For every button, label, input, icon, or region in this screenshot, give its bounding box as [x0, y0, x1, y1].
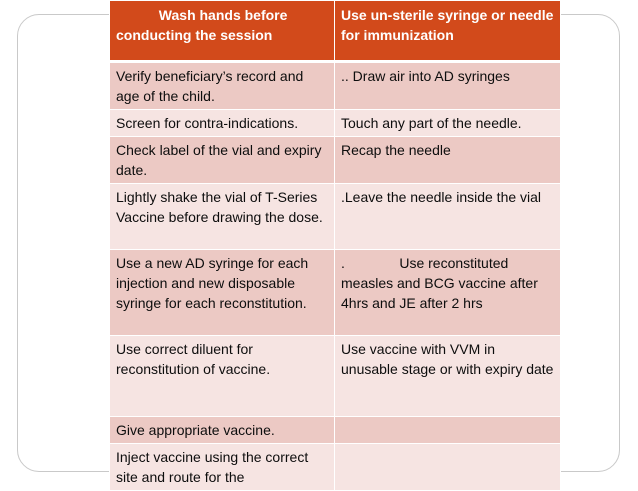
row-5-dont: . Use reconstituted measles and BCG vaccine after 4hrs and JE after 2 hrs	[335, 250, 561, 336]
header-donts: Use un-sterile syringe or needle for immunization	[335, 1, 561, 62]
table-row	[110, 336, 561, 417]
row-6-dont: Use vaccine with VVM in unusable stage or with expiry date	[335, 336, 561, 417]
row-2-do: Screen for contra-indications.	[110, 110, 335, 137]
row-3-dont: Recap the needle	[335, 137, 561, 184]
row-4-dont: .Leave the needle inside the vial	[335, 184, 561, 250]
row-4-do: Lightly shake the vial of T-Series Vaccine before drawing the dose.	[110, 184, 335, 250]
table-row	[110, 444, 561, 491]
row-1-dont: .. Draw air into AD syringes	[335, 62, 561, 110]
table-row	[110, 417, 561, 444]
table-row	[110, 110, 561, 137]
header-dos: Wash hands before conducting the session	[110, 1, 335, 62]
table-header-row	[110, 1, 561, 62]
row-2-dont: Touch any part of the needle.	[335, 110, 561, 137]
table-row	[110, 62, 561, 110]
table-row	[110, 250, 561, 336]
row-5-do: Use a new AD syringe for each injection and new disposable syringe for each reconstitution.	[110, 250, 335, 336]
row-6-do: Use correct diluent for reconstitution of vaccine.	[110, 336, 335, 417]
row-7-dont	[335, 417, 561, 444]
row-8-dont	[335, 444, 561, 491]
row-7-do: Give appropriate vaccine.	[110, 417, 335, 444]
table-row	[110, 137, 561, 184]
row-3-do: Check label of the vial and expiry date.	[110, 137, 335, 184]
dos-donts-table	[109, 0, 561, 491]
row-8-do: Inject vaccine using the correct site and route for the	[110, 444, 335, 491]
row-1-do: Verify beneficiary’s record and age of the child.	[110, 62, 335, 110]
table-row	[110, 184, 561, 250]
